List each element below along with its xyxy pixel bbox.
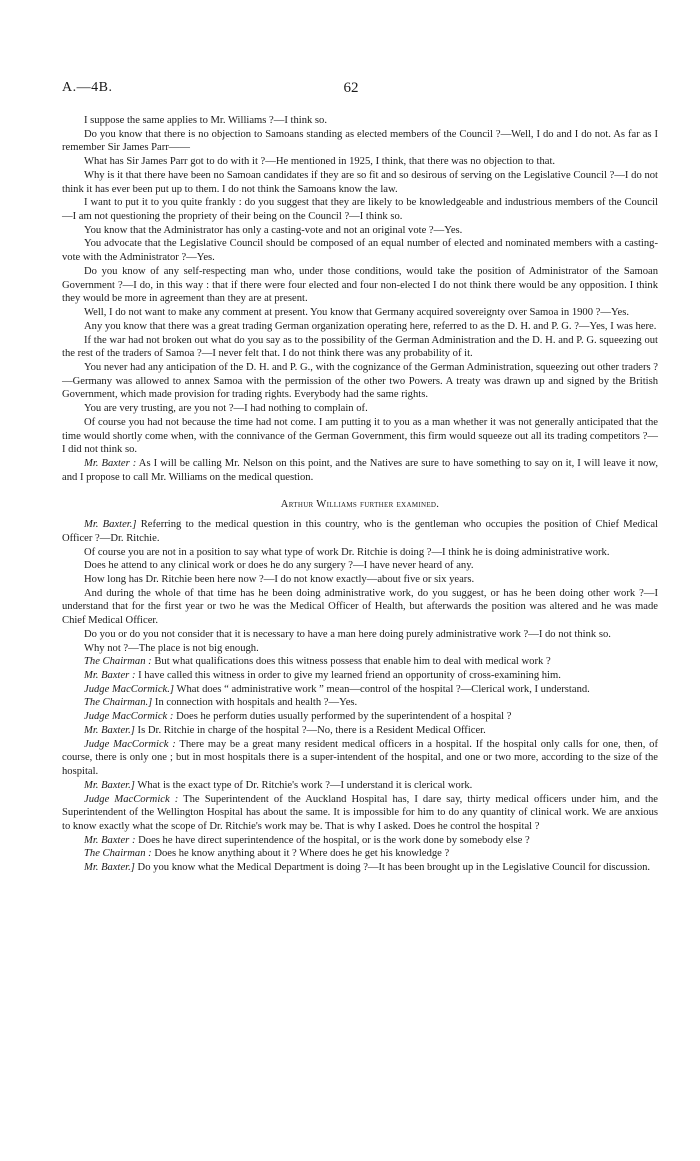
paragraph-text: I want to put it to you quite frankly : do you suggest that they are likely to be knowledgeable and industrious members of the Council—I am not questioning the propriety of their being on the Council ?—I think so. [62,197,658,223]
paragraph [62,738,658,779]
paragraph-text: How long has Dr. Ritchie been here now ?—I do not know exactly—about five or six years. [84,574,475,585]
paragraph [62,196,658,223]
paragraph [62,237,658,264]
paragraph [62,793,658,834]
paragraph-text: You are very trusting, are you not ?—I had nothing to complain of. [84,403,368,415]
paragraph [62,457,658,484]
paragraph [62,546,658,560]
paragraph [62,696,658,710]
paragraph-text: As I will be calling Mr. Nelson on this point, and the Natives are sure to have something to say on it, I will leave it now, and I propose to call Mr. Williams on the medical question. [62,457,659,483]
document-body [62,114,658,875]
paragraph-text: What does “ administrative work ” mean—control of the hospital ?—Clerical work, I understand. [174,683,590,695]
paragraph-text: Well, I do not want to make any comment at present. You know that Germany acquired sovereignty over Samoa in 1900 ?—Yes. [84,307,630,319]
paragraph [62,320,658,334]
paragraph [62,114,658,128]
paragraph-text: I suppose the same applies to Mr. Williams ?—I think so. [84,115,328,126]
speaker-label: Mr. Baxter : [84,670,136,682]
paragraph [62,128,658,155]
speaker-label: The Chairman.] [84,697,153,709]
speaker-label: Judge MacCormick : [84,793,179,805]
paragraph [62,834,658,848]
paragraph-text: Why not ?—The place is not big enough. [84,642,259,654]
paragraph-text: You never had any anticipation of the D. H. and P. G., with the cognizance of the German Administration, squeezing out other traders ?—Germany was allowed to annex Samoa with the permission of the other two Powers. A treaty was drawn up and signed by the British Government, which made provision for trading rights. Everybody had the same rights. [62,361,658,401]
paragraph [62,861,658,875]
speaker-label: Mr. Baxter : [84,834,136,846]
paragraph-text: Of course you had not because the time had not come. I am putting it to you as a man whether it was not generally anticipated that the time would shortly come when, with the connivance of the German Government, this firm would squeeze out all its trading competitors ?—I did not think so. [62,416,658,456]
paragraph [62,155,658,169]
paragraph-text: Is Dr. Ritchie in charge of the hospital ?—No, there is a Resident Medical Officer. [134,724,486,736]
speaker-label: Judge MacCormick : [84,738,176,750]
paragraph-text: Do you know that there is no objection to Samoans standing as elected members of the Council ?—Well, I do and I do not. As far as I remember Sir James Parr—— [62,128,658,154]
paragraph-text: What has Sir James Parr got to do with it ?—He mentioned in 1925, I think, that there was no objection to that. [84,156,556,168]
paragraph-text: Do you know what the Medical Department is doing ?—It has been brought up in the Legislative Council for discussion. [134,862,651,874]
paragraph [62,779,658,793]
paragraph-text: Do you or do you not consider that it is necessary to have a man here doing purely administrative work ?—I do not think so. [84,628,611,640]
paragraph [62,224,658,238]
paragraph [62,587,658,628]
paragraph [62,655,658,669]
paragraph-text: Does he know anything about it ? Where does he get his knowledge ? [151,848,450,860]
paragraph [62,573,658,587]
speaker-label: The Chairman : [84,656,152,668]
paragraph-text: I have called this witness in order to give my learned friend an opportunity of cross-examining him. [135,670,561,682]
paragraph [62,669,658,683]
speaker-label: Judge MacCormick.] [84,683,175,695]
paragraph-text: You know that the Administrator has only a casting-vote and not an original vote ?—Yes. [84,224,463,236]
paragraph-text: Why is it that there have been no Samoan candidates if they are so fit and so desirous of serving on the Legislative Council ?—I do not think it has ever been put up to them. I do not think the Samoans know the law. [62,169,658,195]
page-number: 62 [343,80,359,96]
paragraph-text: Does he have direct superintendence of the hospital, or is the work done by somebody else ? [135,834,530,846]
paragraph-text: If the war had not broken out what do you say as to the possibility of the German Administration and the D. H. and P. G. squeezing out the rest of the traders of Samoa ?—I never felt that. I do not think there was any probability of it. [62,334,658,360]
paragraph-text: Do you know of any self-respecting man who, under those conditions, would take the position of Administrator of the Samoan Government ?—I do, in this way : that if there were four elected and four non-elected I do not think there would be any opposition. I think they would be more in agreement than they are at present. [62,265,658,305]
paragraph [62,559,658,573]
paragraph [62,402,658,416]
paragraph [62,169,658,196]
paragraph-text: And during the whole of that time has he been doing administrative work, do you suggest, or has he been doing other work ?—I understand that for the first year or two he was the Medical Officer of Health, but afterwards the position was altered and he was made Chief Medical Officer. [62,587,658,627]
paragraph [62,724,658,738]
paragraph [62,361,658,402]
paragraph-text: Referring to the medical question in this country, who is the gentleman who occupies the position of Chief Medical Officer ?—Dr. Ritchie. [62,519,658,544]
section-heading: Arthur Williams further examined. [280,499,440,511]
paragraph [62,710,658,724]
paragraph-text: But what qualifications does this witness possess that enable him to deal with medical work ? [151,656,551,668]
paragraph-text: Any you know that there was a great trading German organization operating here, referred to as the D. H. and P. G. ?—Yes, I was here. [84,320,657,332]
paragraph [62,847,658,861]
speaker-label: Mr. Baxter : [84,457,137,469]
speaker-label: Mr. Baxter.] [84,862,135,874]
speaker-label: Mr. Baxter.] [84,519,137,531]
paragraph [62,416,658,457]
page-header [62,80,640,100]
paragraph [62,683,658,697]
paragraph-text: What is the exact type of Dr. Ritchie's work ?—I understand it is clerical work. [134,779,473,791]
paragraph [62,265,658,306]
paragraph-text: You advocate that the Legislative Council should be composed of an equal number of elected and nominated members with a casting-vote with the Administrator ?—Yes. [62,238,658,264]
paragraph [62,518,658,545]
speaker-label: Mr. Baxter.] [84,779,135,791]
paragraph [62,334,658,361]
speaker-label: Judge MacCormick : [84,711,174,723]
document-reference: A.—4B. [62,80,113,95]
paragraph [62,642,658,656]
speaker-label: Mr. Baxter.] [84,724,135,736]
paragraph-text: Does he perform duties usually performed by the superintendent of a hospital ? [173,711,512,723]
paragraph [62,306,658,320]
speaker-label: The Chairman : [84,848,152,860]
paragraph-text: Of course you are not in a position to say what type of work Dr. Ritchie is doing ?—I think he is doing administrative work. [84,546,610,558]
paragraph-text: Does he attend to any clinical work or does he do any surgery ?—I have never heard of any. [84,560,474,572]
paragraph [62,628,658,642]
paragraph-text: In connection with hospitals and health ?—Yes. [152,697,358,709]
paragraph-text: The Superintendent of the Auckland Hospital has, I dare say, thirty medical officers under him, and the Superintendent of the Wellington Hospital has about the same. It is impossible for him to do any quantity of clinical work. We are anxious to know exactly what the scope of Dr. Ritchie's work may be. That is why I asked. Does he control the hospital ? [62,793,658,832]
paragraph-text: There may be a great many resident medical officers in a hospital. If the hospital only calls for one, then, of course, there is only one ; but in most hospitals there is a super-intendent of the hospital, and one or two more, according to the size of the hospital. [62,738,658,778]
